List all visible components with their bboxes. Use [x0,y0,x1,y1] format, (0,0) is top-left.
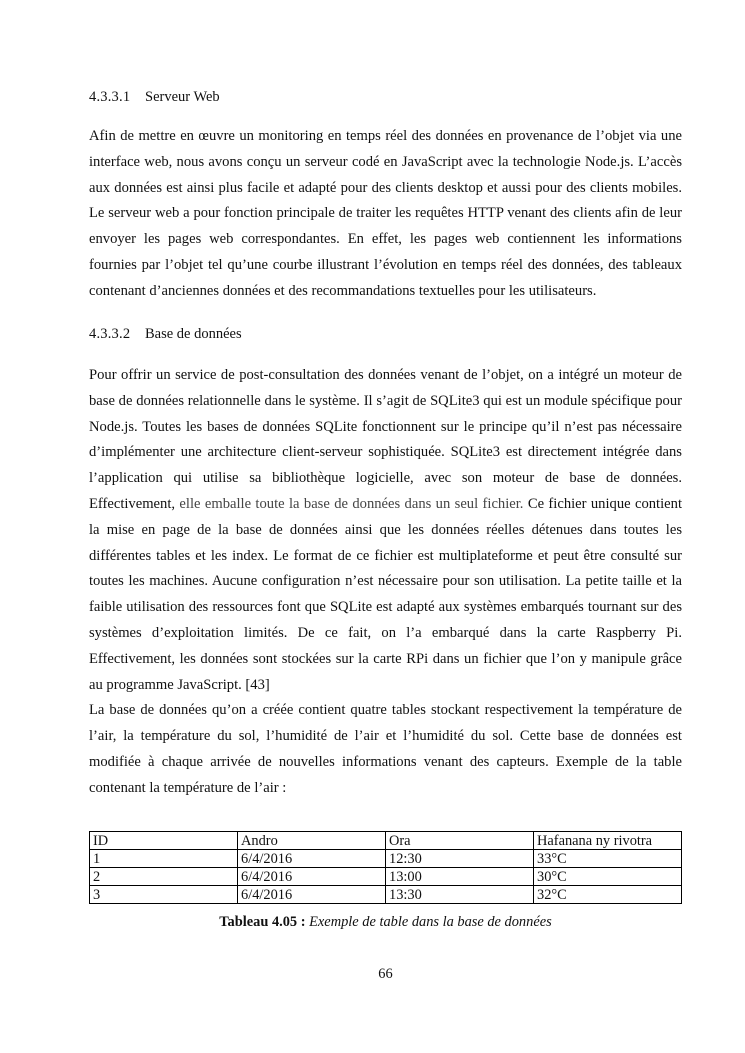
page-number: 66 [378,966,393,982]
cell-andro: 6/4/2016 [238,850,386,868]
cell-hafanana: 32°C [534,886,682,904]
paragraph-text [89,363,682,698]
cell-andro: 6/4/2016 [238,868,386,886]
temperature-table [89,831,682,904]
table-row [90,886,682,904]
cell-ora: 12:30 [386,850,534,868]
cell-id: 1 [90,850,238,868]
cell-hafanana: 30°C [534,868,682,886]
table-row [90,868,682,886]
caption-label: Tableau 4.05 : [219,914,306,930]
header-cell-id: ID [90,832,238,850]
table-caption [89,914,682,931]
paragraph-part: Pour offrir un service de post-consultation des données venant de l’objet, on a intégré un moteur de base de données relationnelle dans le système. Il s’agit de SQLite3 qui est un module spécifique pour Node.js. Toutes les bases de données SQLite fonctionnent sur le principe qu’il n’est pas nécessaire d’implémenter une architecture client-serveur sophistiquée. SQLite3 est directement intégrée dans l’application qui utilise sa bibliothèque logicielle, avec son moteur de base de données. Effectivement, [89,367,682,512]
header-cell-hafanana: Hafanana ny rivotra [534,832,682,850]
header-cell-ora: Ora [386,832,534,850]
table-header-row [90,832,682,850]
cell-id: 3 [90,886,238,904]
paragraph-text: Afin de mettre en œuvre un monitoring en temps réel des données en provenance de l’objet via une interface web, nous avons conçu un serveur codé en JavaScript avec la technologie Node.js. L’accès aux données est ainsi plus facile et adapté pour des clients desktop et aussi pour des clients mobiles. Le serveur web a pour fonction principale de traiter les requêtes HTTP venant des clients afin de leur envoyer les pages web correspondantes. En effet, les pages web contiennent les informations fournies par l’objet tel qu’une courbe illustrant l’évolution en temps réel des données, des tableaux contenant d’anciennes données et des recommandations textuelles pour les utilisateurs. [89,128,682,299]
header-cell-andro: Andro [238,832,386,850]
caption-text: Exemple de table dans la base de données [309,914,552,930]
section-title: Serveur Web [145,89,220,105]
paragraph-part: Ce fichier unique contient la mise en page de la base de données ainsi que les données réelles détenues dans toutes les différentes tables et les index. Le format de ce fichier est multiplateforme et peut être consulté sur toutes les machines. Aucune configuration n’est nécessaire pour son utilisation. La petite taille et la faible utilisation des ressources font que SQLite est adapté aux systèmes embarqués tournant sur des systèmes d’exploitation limités. De ce fait, on l’a embarqué dans la carte Raspberry Pi. Effectivement, les données sont stockées sur la carte RPi dans un fichier que l’on y manipule grâce au programme JavaScript. [43] [89,495,682,693]
paragraph-text: La base de données qu’on a créée contient quatre tables stockant respectivement la température de l’air, la température du sol, l’humidité de l’air et l’humidité du sol. Cette base de données est modifiée à chaque arrivée de nouvelles informations venant des capteurs. Exemple de la table contenant la température de l’air : [89,702,682,796]
section-heading-base-de-donnees [89,326,242,343]
cell-andro: 6/4/2016 [238,886,386,904]
section-number: 4.3.3.2 [89,326,131,342]
section-heading-serveur-web [89,89,220,106]
cell-ora: 13:00 [386,868,534,886]
section-number: 4.3.3.1 [89,89,131,105]
paragraph-base-de-donnees [89,363,682,802]
section-title: Base de données [145,326,242,342]
cell-hafanana: 33°C [534,850,682,868]
cell-ora: 13:30 [386,886,534,904]
highlighted-sentence: elle emballe toute la base de données dans un seul fichier. [179,495,524,512]
paragraph-serveur-web [89,124,682,305]
table-row [90,850,682,868]
cell-id: 2 [90,868,238,886]
